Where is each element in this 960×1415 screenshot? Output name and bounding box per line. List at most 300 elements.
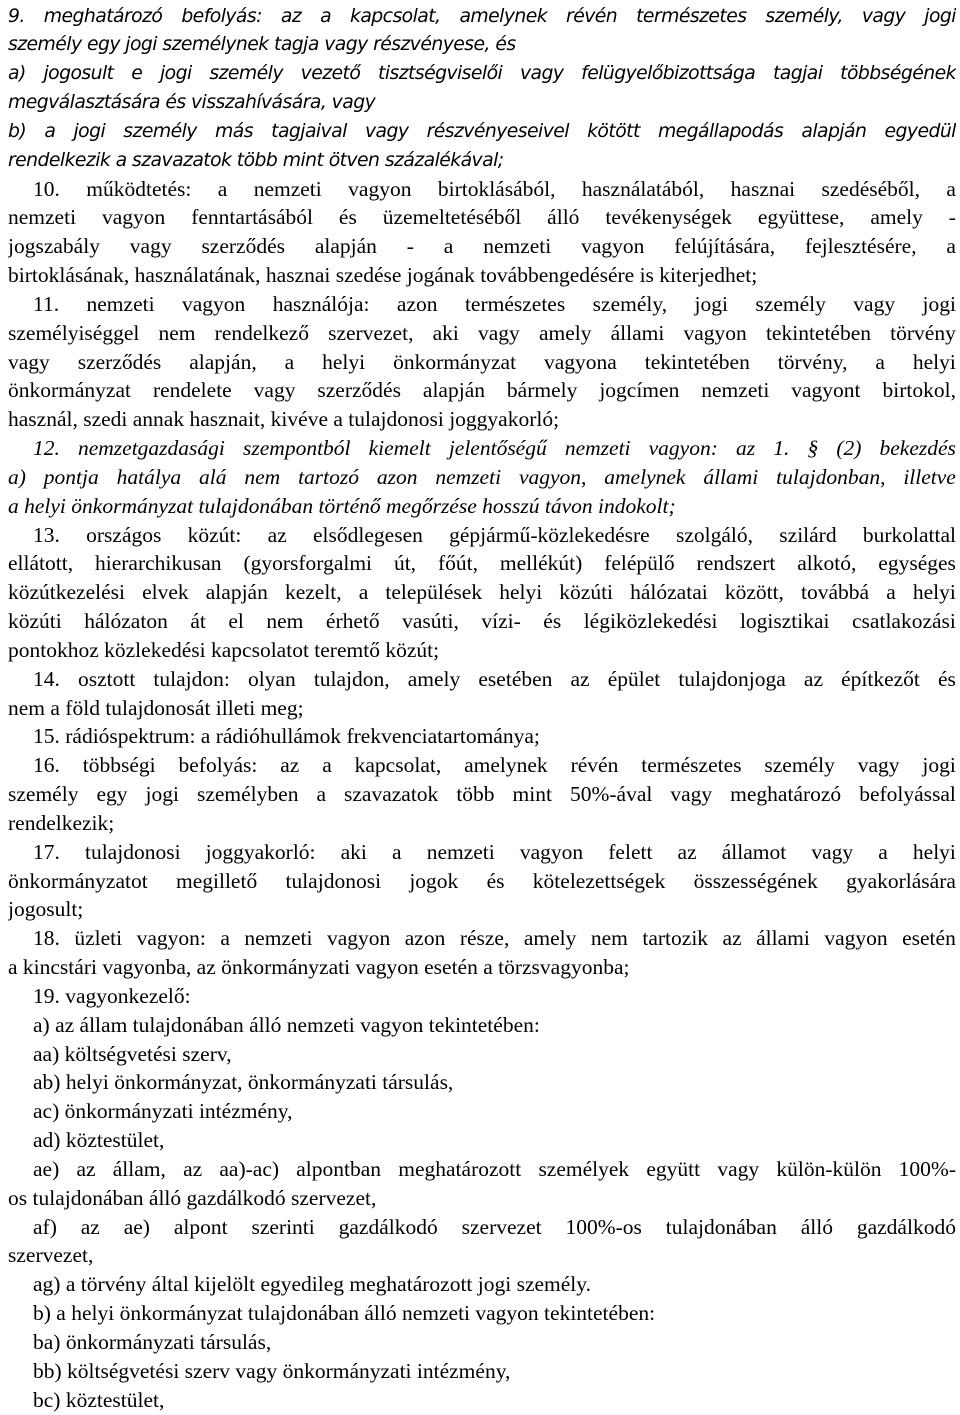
word: út,	[393, 551, 417, 575]
word: (gyorsforgalmi	[243, 551, 373, 575]
text-line: ba) önkormányzati társulás,	[33, 1330, 272, 1354]
word: b)	[8, 121, 27, 142]
word: bármely	[506, 378, 578, 402]
text-line: pontokhoz közlekedési kapcsolatot teremtő közút;	[8, 638, 440, 662]
word: hierarchikusan	[94, 551, 222, 575]
text-line	[33, 1155, 956, 1184]
word: természetes	[464, 292, 566, 316]
word: kötelezettségek	[532, 869, 666, 893]
word: nem	[244, 465, 281, 489]
word: vagyon	[824, 926, 888, 950]
word: vagyon	[581, 234, 645, 258]
word: hálózatai	[630, 580, 708, 604]
word: az	[280, 6, 302, 27]
word: természetes	[641, 753, 742, 777]
word: e	[131, 63, 143, 84]
word: szerződés	[201, 234, 286, 258]
word: 100%-os	[565, 1215, 642, 1239]
word: meghatározó	[43, 6, 163, 27]
text-line: a helyi önkormányzat tulajdonában történő megőrzése hosszú távon indokolt;	[8, 494, 676, 518]
word: -	[406, 234, 414, 258]
word: vagyon,	[518, 465, 587, 489]
word: helyi	[912, 350, 956, 374]
word: bekezdés	[879, 436, 956, 460]
word: az	[722, 926, 742, 950]
word: a	[220, 926, 230, 950]
word: vagy	[478, 321, 520, 345]
word: szerződés	[77, 350, 162, 374]
word: logisztikai	[739, 609, 830, 633]
word: vagy	[253, 378, 296, 402]
word: szerinti	[251, 1215, 315, 1239]
word: helyi	[322, 350, 366, 374]
word: felépülő	[604, 551, 675, 575]
word: jogi	[922, 753, 956, 777]
word: tagjaival	[271, 121, 347, 142]
word: vagyon:	[648, 436, 718, 460]
word: esetén	[902, 926, 956, 950]
text-line: rendelkezik a szavazatok több mint ötven százalékával;	[8, 150, 504, 171]
word: tevékenységek	[605, 205, 732, 229]
text-line	[8, 578, 956, 607]
word: egy	[96, 782, 128, 806]
word: üzemeltetéséből	[382, 205, 522, 229]
word: gazdálkodó	[338, 1215, 438, 1239]
word: jogi	[922, 292, 956, 316]
word: a	[217, 177, 228, 201]
word: kezelt,	[284, 580, 342, 604]
word: együttese,	[757, 205, 845, 229]
word: személyiséggel	[8, 321, 140, 345]
word: nemzeti	[253, 177, 322, 201]
word: 10.	[33, 177, 60, 201]
word: szerződés	[317, 378, 401, 402]
word: rendelete	[152, 378, 232, 402]
word: jelentőségű	[448, 436, 547, 460]
word: tisztségviselői	[378, 63, 503, 84]
word: a	[320, 6, 332, 27]
word: személyben	[196, 782, 299, 806]
word: a	[316, 782, 326, 806]
word: alpont	[173, 1215, 228, 1239]
word: ellátott,	[8, 551, 74, 575]
word: az	[80, 1215, 100, 1239]
word: személy,	[592, 292, 668, 316]
word: felújítására,	[674, 234, 776, 258]
word: a	[886, 580, 896, 604]
word: a	[878, 840, 888, 864]
text-line: bc) köztestület,	[33, 1388, 165, 1412]
word: a	[946, 234, 956, 258]
word: az	[736, 436, 756, 460]
word: olyan	[247, 667, 296, 691]
word: személy	[755, 292, 826, 316]
text-line	[8, 2, 956, 31]
word: nemzeti	[435, 465, 502, 489]
word: önkormányzatot	[8, 869, 148, 893]
text-line: a) az állam tulajdonában álló nemzeti vagyon tekintetében:	[33, 1013, 540, 1037]
word: személy	[209, 63, 283, 84]
word: közút:	[187, 523, 242, 547]
word: jogok	[409, 869, 459, 893]
word: aki	[340, 840, 367, 864]
word: fenntartásából	[191, 205, 313, 229]
word: kapcsolat,	[350, 6, 441, 27]
word: felügyelőbizottsága	[581, 63, 756, 84]
text-line: személy egy jogi személynek tagja vagy részvényese, és	[8, 34, 516, 55]
word: és	[938, 667, 956, 691]
text-line: ab) helyi önkormányzat, önkormányzati társulás,	[33, 1070, 454, 1094]
text-line: megválasztására és visszahívására, vagy	[8, 92, 376, 113]
word: többségének	[840, 63, 956, 84]
word: tekintetében	[765, 321, 872, 345]
word: vagy	[8, 350, 50, 374]
text-line: 19. vagyonkezelő:	[33, 984, 191, 1008]
word: vagyon	[326, 926, 391, 950]
word: mint	[512, 782, 552, 806]
word: hálózaton	[84, 609, 168, 633]
text-line	[8, 607, 956, 636]
word: részvényeseivel	[426, 121, 569, 142]
word: a	[44, 121, 56, 142]
word: amely	[523, 926, 577, 950]
text-line	[33, 290, 956, 319]
word: af)	[33, 1215, 57, 1239]
word: mellékút)	[499, 551, 583, 575]
word: szervezet,	[328, 321, 414, 345]
word: önkormányzat	[8, 378, 131, 402]
word: továbbá	[801, 580, 870, 604]
word: amely	[538, 321, 592, 345]
word: nemzeti	[86, 292, 155, 316]
text-line: ad) köztestület,	[33, 1128, 165, 1152]
word: része,	[459, 926, 510, 950]
text-line	[33, 434, 956, 463]
word: szempontból	[243, 436, 351, 460]
word: jogi	[694, 292, 728, 316]
word: egységes	[878, 551, 956, 575]
text-line: aa) költségvetési szerv,	[33, 1042, 232, 1066]
word: esetében	[478, 667, 553, 691]
word: építkezőt	[841, 667, 920, 691]
word: a)	[8, 465, 26, 489]
word: nemzeti	[426, 840, 495, 864]
word: kötött	[587, 121, 640, 142]
word: szedéséből,	[821, 177, 921, 201]
word: személyek	[538, 1157, 630, 1181]
word: vagy	[717, 1157, 760, 1181]
text-line: ag) a törvény által kijelölt egyedileg meghatározott jogi személy.	[33, 1272, 592, 1296]
text-line: bb) költségvetési szerv vagy önkormányzati intézmény,	[33, 1359, 511, 1383]
word: vagyon	[519, 840, 584, 864]
word: gépjármű-közlekedésre	[449, 523, 650, 547]
word: helyi	[912, 840, 956, 864]
word: közúti	[8, 609, 62, 633]
word: személy,	[765, 6, 843, 27]
text-line	[8, 117, 956, 146]
text-line: szervezet,	[8, 1243, 94, 1267]
word: vagy	[811, 840, 854, 864]
word: az	[280, 753, 300, 777]
word: alá	[199, 465, 227, 489]
word: osztott	[77, 667, 136, 691]
word: a	[392, 840, 402, 864]
word: országos	[86, 523, 162, 547]
word: az	[677, 840, 697, 864]
text-line	[33, 751, 956, 780]
word: vagyon	[683, 321, 747, 345]
word: 12.	[33, 436, 60, 460]
word: vagy	[857, 753, 900, 777]
word: tulajdon:	[153, 667, 230, 691]
word: azon	[396, 292, 438, 316]
word: vagy	[853, 292, 896, 316]
word: ae)	[123, 1215, 150, 1239]
word: alapján	[314, 234, 377, 258]
text-line	[8, 549, 956, 578]
word: meghatározott	[398, 1157, 522, 1181]
word: állami	[703, 465, 759, 489]
text-line	[33, 521, 956, 550]
word: amely	[870, 205, 923, 229]
word: révén	[566, 6, 618, 27]
word: többségi	[82, 753, 156, 777]
text-line	[8, 348, 956, 377]
word: kiemelt	[368, 436, 431, 460]
word: között,	[724, 580, 784, 604]
word: szervezet	[461, 1215, 542, 1239]
word: és	[338, 205, 357, 229]
word: -	[948, 205, 956, 229]
word: pontja	[43, 465, 99, 489]
word: együtt	[646, 1157, 701, 1181]
text-line	[8, 376, 956, 405]
word: alapján	[205, 580, 268, 604]
text-line	[8, 780, 956, 809]
word: birtoklásából,	[437, 177, 556, 201]
word: 11.	[33, 292, 60, 316]
word: a	[284, 350, 295, 374]
word: egyedül	[884, 121, 956, 142]
word: szilárd	[779, 523, 837, 547]
word: befolyás:	[181, 6, 262, 27]
word: vagy	[129, 234, 172, 258]
word: gazdálkodó	[856, 1215, 956, 1239]
word: el	[228, 609, 244, 633]
word: közúti	[559, 580, 614, 604]
word: jogszabály	[8, 234, 100, 258]
text-line	[8, 232, 956, 261]
word: alapján	[422, 378, 485, 402]
word: 17.	[33, 840, 60, 864]
word: joggyakorló:	[205, 840, 316, 864]
word: alapján	[801, 121, 867, 142]
word: a	[322, 753, 332, 777]
word: vagyon	[101, 205, 166, 229]
word: birtokol,	[882, 378, 956, 402]
word: tulajdonában	[665, 1215, 777, 1239]
word: nemzeti	[483, 234, 552, 258]
text-line	[33, 924, 956, 953]
word: (2)	[836, 436, 862, 460]
text-line	[33, 175, 956, 204]
text-line	[8, 463, 956, 492]
word: az	[803, 667, 823, 691]
word: álló	[547, 205, 580, 229]
word: az	[183, 1157, 203, 1181]
word: személy	[8, 782, 79, 806]
text-line: használ, szedi annak hasznait, kivéve a tulajdonosi joggyakorló;	[8, 407, 560, 431]
text-line: 15. rádióspektrum: a rádióhullámok frekvenciatartománya;	[33, 724, 540, 748]
text-line: os tulajdonában álló gazdálkodó szervezet,	[8, 1186, 377, 1210]
word: a	[875, 350, 885, 374]
word: működtetés:	[86, 177, 192, 201]
word: helyi	[912, 580, 956, 604]
word: jogi	[73, 121, 106, 142]
word: vagyont	[791, 378, 861, 402]
word: nem	[266, 609, 304, 633]
word: főút,	[437, 551, 478, 575]
word: és	[543, 609, 562, 633]
text-line	[8, 867, 956, 896]
word: befolyás:	[178, 753, 258, 777]
word: és	[486, 869, 505, 893]
word: jogi	[159, 63, 192, 84]
word: 16.	[33, 753, 60, 777]
word: nem	[590, 926, 628, 950]
word: rendelkező	[214, 321, 309, 345]
word: nemzeti	[244, 926, 313, 950]
word: személy	[123, 121, 197, 142]
text-line	[33, 665, 956, 694]
text-line: jogosult;	[8, 897, 84, 921]
word: összességének	[693, 869, 818, 893]
text-line: b) a helyi önkormányzat tulajdonában álló nemzeti vagyon tekintetében:	[33, 1301, 656, 1325]
text-line: ac) önkormányzati intézmény,	[33, 1099, 293, 1123]
word: át	[190, 609, 206, 633]
word: nem	[158, 321, 196, 345]
word: aki	[432, 321, 459, 345]
word: befolyással	[859, 782, 956, 806]
word: tulajdonosi	[84, 840, 181, 864]
word: felett	[608, 840, 653, 864]
word: amelynek	[459, 6, 548, 27]
word: tulajdonban,	[776, 465, 886, 489]
word: üzleti	[74, 926, 123, 950]
word: révén	[570, 753, 619, 777]
word: hasznai	[730, 177, 796, 201]
word: vagy	[364, 121, 409, 142]
word: használója:	[272, 292, 370, 316]
word: hatálya	[116, 465, 182, 489]
word: álló	[800, 1215, 833, 1239]
word: aa)-ac)	[219, 1157, 280, 1181]
word: légiközlekedési	[583, 609, 718, 633]
word: azon	[376, 465, 418, 489]
word: szolgáló,	[675, 523, 754, 547]
word: jogi	[145, 782, 179, 806]
word: nemzeti	[701, 378, 770, 402]
word: alapján,	[189, 350, 257, 374]
word: 9.	[8, 6, 25, 27]
word: az	[76, 1157, 96, 1181]
word: rendszert	[696, 551, 776, 575]
word: azon	[404, 926, 446, 950]
word: kapcsolat,	[354, 753, 442, 777]
text-line	[8, 319, 956, 348]
word: az	[267, 523, 287, 547]
word: államot	[721, 840, 787, 864]
word: nemzeti	[8, 205, 77, 229]
word: vízi-	[481, 609, 521, 633]
word: a	[443, 234, 454, 258]
word: tartozó	[298, 465, 359, 489]
word: több	[456, 782, 495, 806]
word: jogcímen	[599, 378, 680, 402]
word: megillető	[176, 869, 258, 893]
word: 14.	[33, 667, 60, 691]
word: az	[570, 667, 590, 691]
text-line	[33, 1213, 956, 1242]
word: személy	[764, 753, 835, 777]
word: törvény,	[777, 350, 848, 374]
word: elsődlegesen	[313, 523, 423, 547]
word: amely	[407, 667, 461, 691]
word: települések	[385, 580, 483, 604]
word: épület	[607, 667, 661, 691]
word: vagy	[519, 63, 564, 84]
word: vagyon:	[136, 926, 206, 950]
text-line: rendelkezik;	[8, 811, 115, 835]
text-line	[8, 59, 956, 88]
word: fejlesztésére,	[804, 234, 917, 258]
word: tagjai	[772, 63, 823, 84]
word: törvény	[890, 321, 956, 345]
word: nemzeti	[564, 436, 631, 460]
word: illetve	[903, 465, 956, 489]
word: természetes	[636, 6, 747, 27]
word: használatából,	[581, 177, 705, 201]
word: vagyona	[544, 350, 617, 374]
text-line: a kincstári vagyonba, az önkormányzati vagyon esetén a törzsvagyonba;	[8, 955, 630, 979]
word: tekintetében	[644, 350, 750, 374]
text-line: nem a föld tulajdonosát illeti meg;	[8, 696, 304, 720]
word: csatlakozási	[852, 609, 956, 633]
word: vagyon	[348, 177, 412, 201]
word: más	[215, 121, 253, 142]
word: burkolattal	[862, 523, 956, 547]
word: amelynek	[604, 465, 686, 489]
word: állami	[610, 321, 665, 345]
word: elvek	[142, 580, 189, 604]
word: meghatározó	[730, 782, 842, 806]
word: vezető	[300, 63, 361, 84]
word: megállapodás	[657, 121, 784, 142]
word: 50%-ával	[569, 782, 653, 806]
word: a	[358, 580, 369, 604]
word: amelynek	[464, 753, 548, 777]
word: gyakorlására	[846, 869, 956, 893]
text-line	[33, 838, 956, 867]
word: §	[807, 436, 819, 460]
word: vagy	[670, 782, 713, 806]
word: szavazatok	[344, 782, 439, 806]
word: 18.	[33, 926, 60, 950]
word: tulajdon,	[313, 667, 390, 691]
word: nemzetgazdasági	[77, 436, 225, 460]
word: alpontban	[296, 1157, 382, 1181]
word: önkormányzat	[393, 350, 517, 374]
